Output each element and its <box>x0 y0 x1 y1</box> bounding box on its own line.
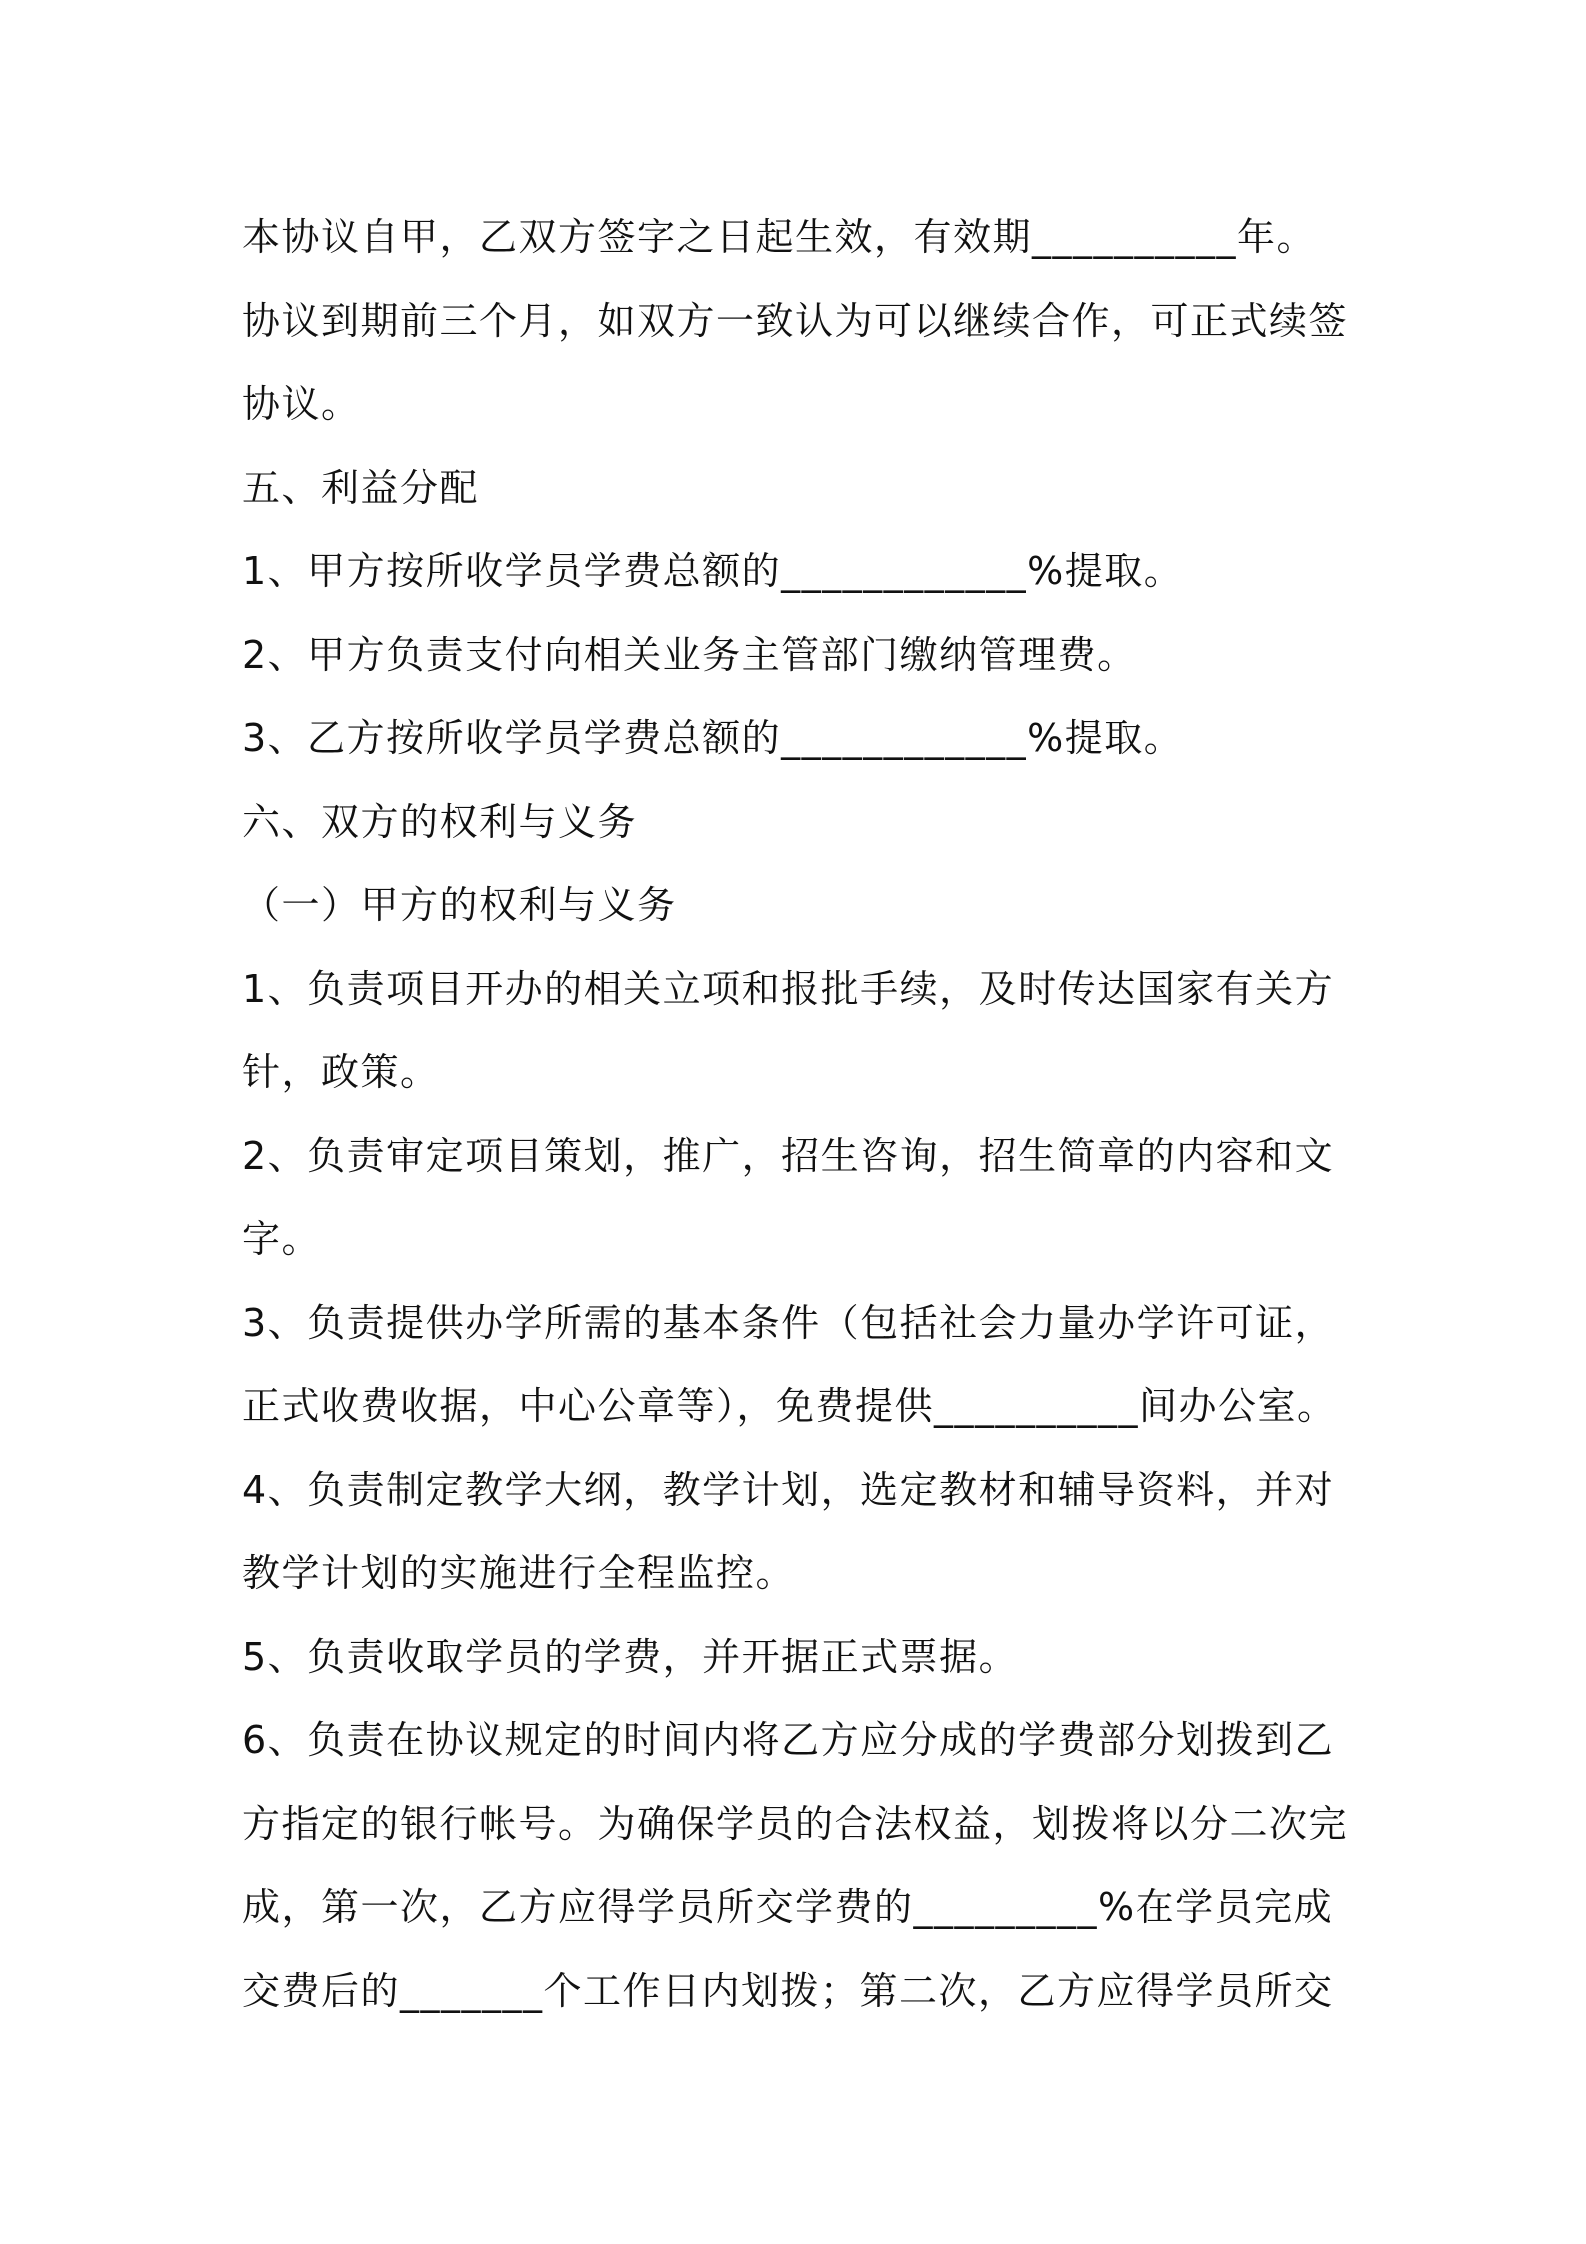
text-line: 1、甲方按所收学员学费总额的____________%提取。 <box>242 549 1184 593</box>
text-line: 成，第一次，乙方应得学员所交学费的_________%在学员完成 <box>242 1885 1334 1929</box>
text-line: 1、负责项目开办的相关立项和报批手续，及时传达国家有关方 <box>242 966 1335 1011</box>
text-line: 6、负责在协议规定的时间内将乙方应分成的学费部分划拨到乙 <box>242 1718 1335 1762</box>
text-line: 2、负责审定项目策划，推广，招生咨询，招生简章的内容和文 <box>242 1133 1335 1178</box>
text-line: 3、负责提供办学所需的基本条件（包括社会力量办学许可证， <box>242 1300 1335 1345</box>
text-line: 协议。 <box>242 382 361 426</box>
text-line: 协议到期前三个月，如双方一致认为可以继续合作，可正式续签 <box>242 298 1349 343</box>
section-heading: 六、双方的权利与义务 <box>242 799 638 844</box>
text-line: 5、负责收取学员的学费，并开据正式票据。 <box>242 1634 1019 1679</box>
text-line: 针，政策。 <box>242 1050 440 1094</box>
text-line: 本协议自甲，乙双方签字之日起生效，有效期__________年。 <box>242 215 1317 259</box>
text-line: 4、负责制定教学大纲，教学计划，选定教材和辅导资料，并对 <box>242 1467 1335 1512</box>
section-heading: 五、利益分配 <box>242 465 480 510</box>
text-line: 方指定的银行帐号。为确保学员的合法权益，划拨将以分二次完 <box>242 1801 1349 1846</box>
document-body <box>242 196 1362 2033</box>
text-line: 教学计划的实施进行全程监控。 <box>242 1551 796 1595</box>
subsection-heading: （一）甲方的权利与义务 <box>242 883 677 927</box>
text-line: 字。 <box>242 1217 322 1261</box>
text-line: 2、甲方负责支付向相关业务主管部门缴纳管理费。 <box>242 632 1137 677</box>
text-line: 正式收费收据，中心公章等），免费提供__________间办公室。 <box>242 1384 1337 1428</box>
text-line: 交费后的_______个工作日内划拨；第二次，乙方应得学员所交 <box>242 1968 1334 2013</box>
text-line: 3、乙方按所收学员学费总额的____________%提取。 <box>242 716 1184 760</box>
